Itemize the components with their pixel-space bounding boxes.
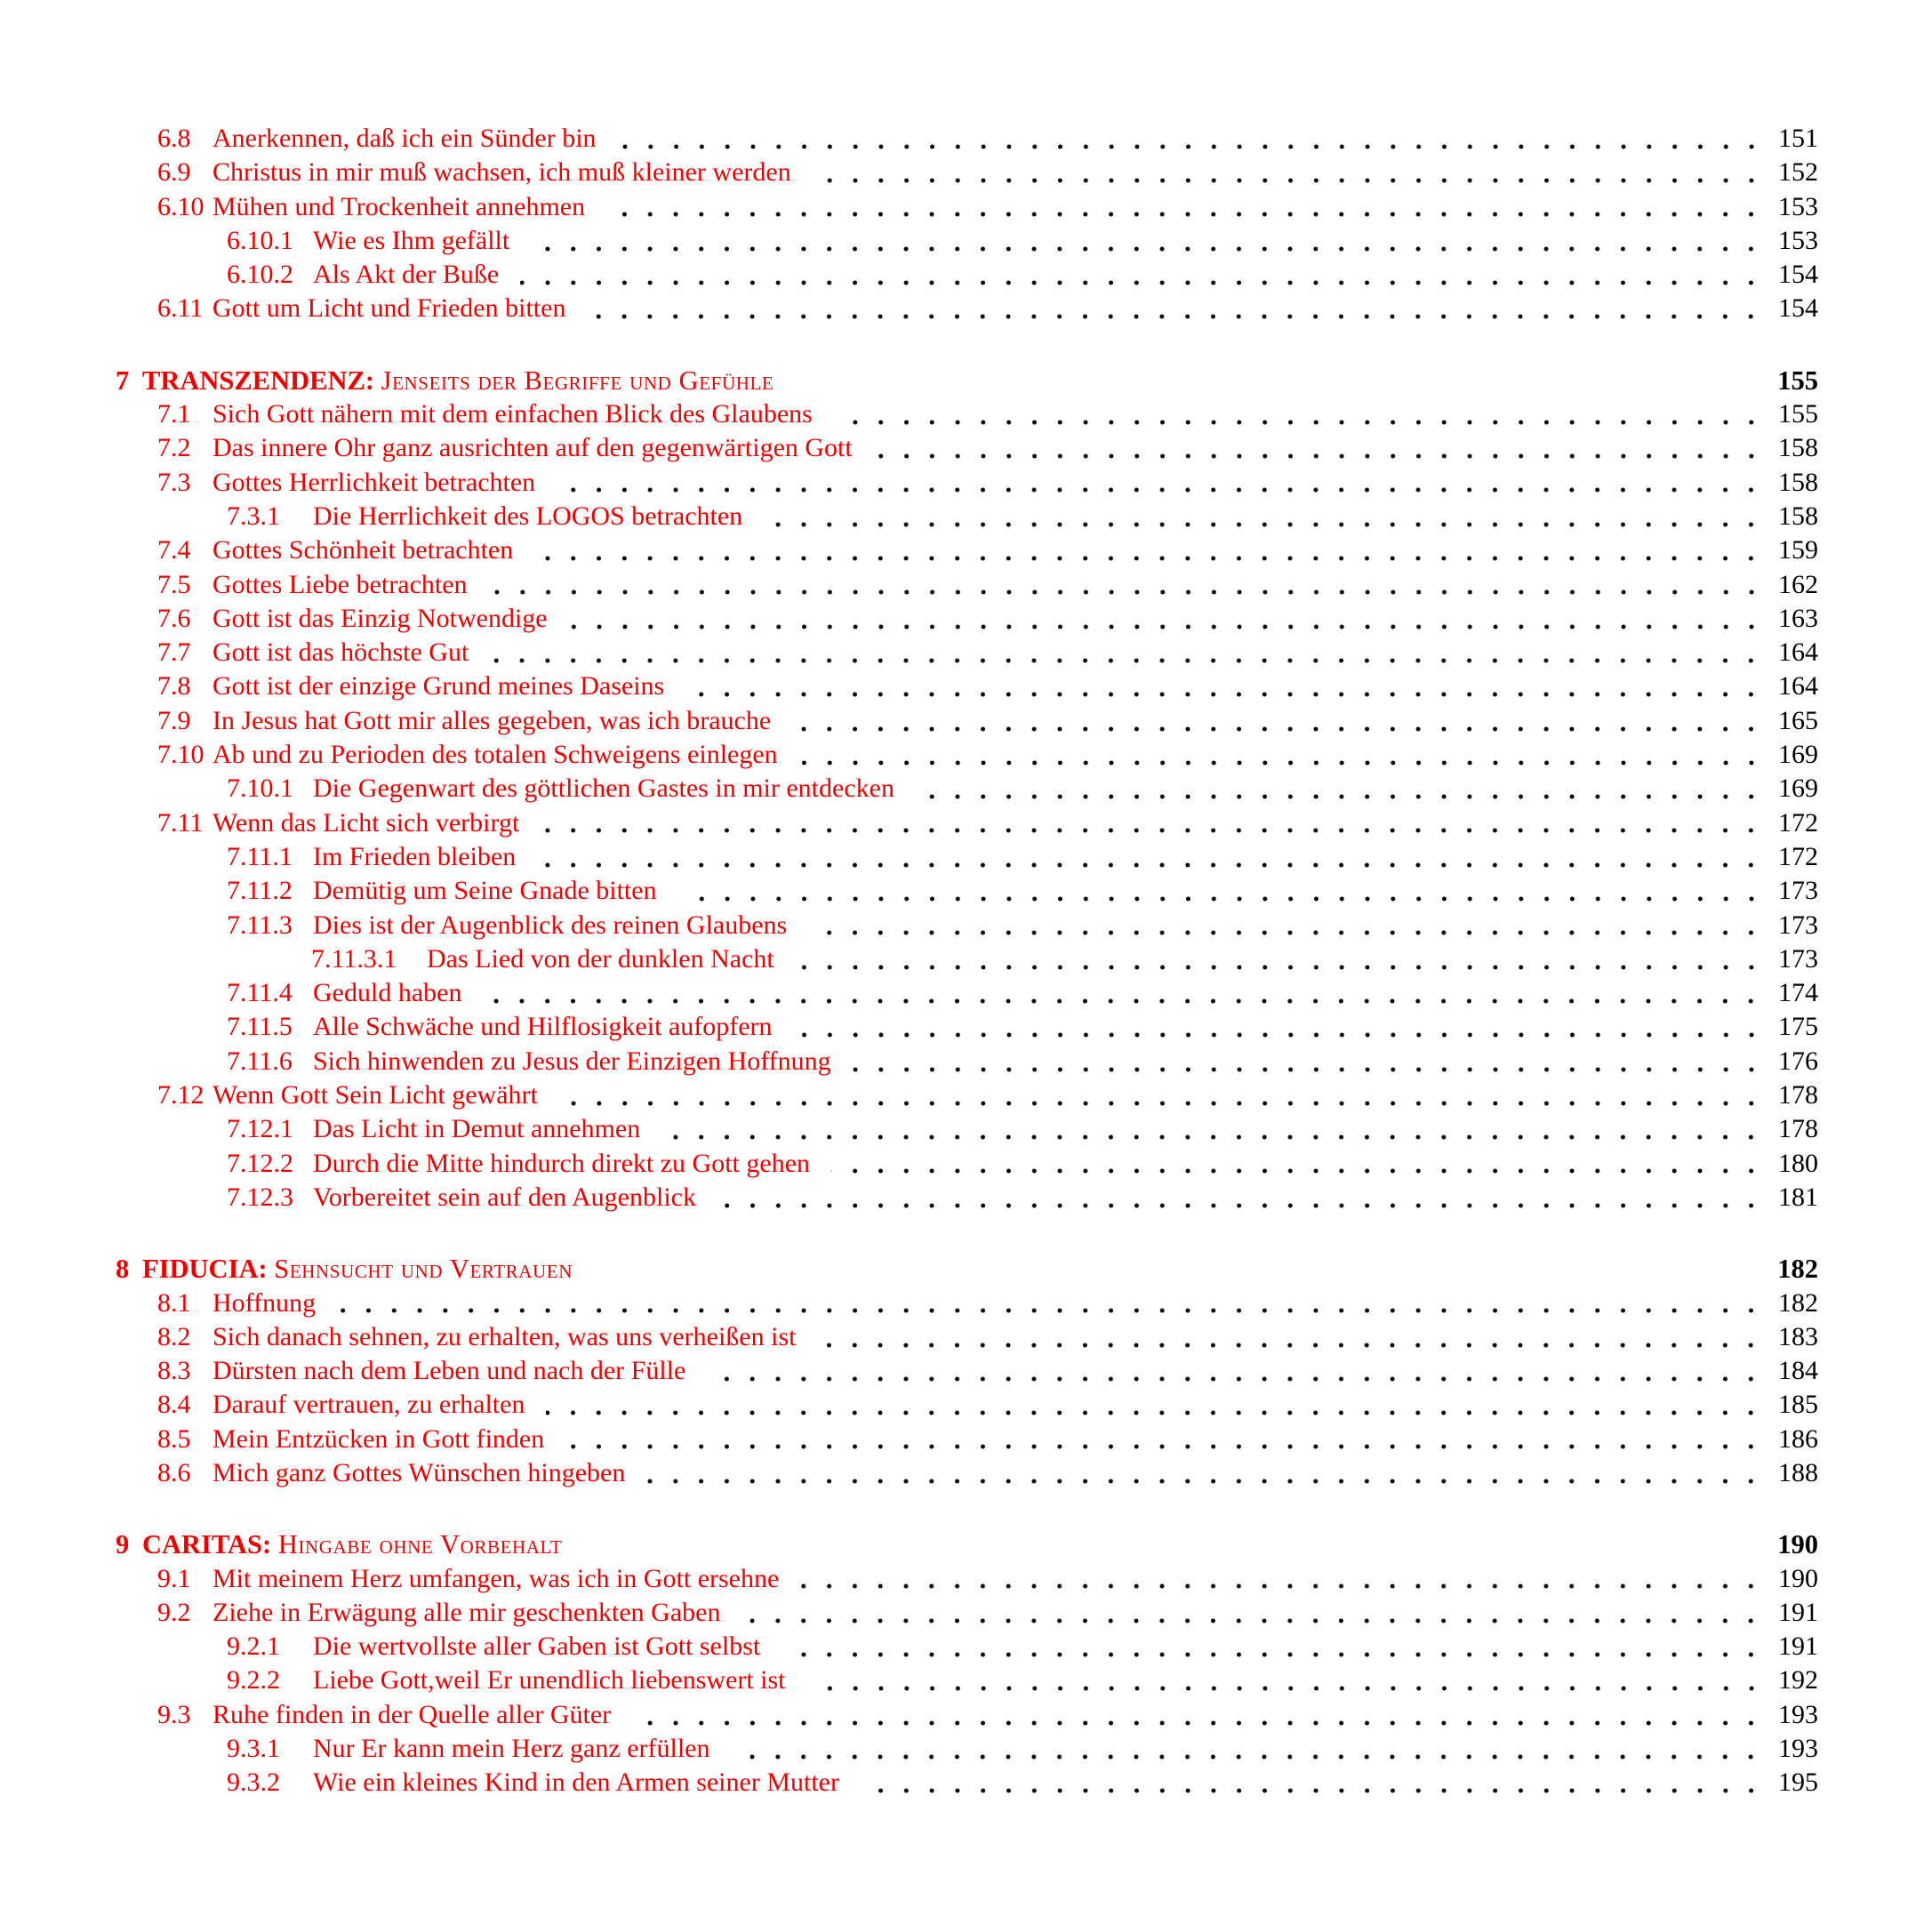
toc-entry-row [116, 806, 1818, 840]
toc-entry-title[interactable]: Gott ist der einzige Grund meines Daseins [212, 671, 665, 701]
toc-leader-dots [800, 1562, 1764, 1596]
toc-leader-dots [685, 669, 1764, 703]
toc-section-number[interactable]: 8 [116, 1254, 130, 1285]
toc-entry-title[interactable]: Dies ist der Augenblick des reinen Glaubens [313, 910, 788, 940]
toc-leader-dots [531, 224, 1764, 258]
toc-leader-dots [618, 122, 1764, 156]
toc-page-number: 193 [1778, 1734, 1818, 1764]
toc-leader-dots [817, 1320, 1764, 1354]
toc-page-number: 181 [1778, 1182, 1818, 1212]
toc-leader-dots [874, 431, 1764, 465]
toc-entry-title[interactable]: Dürsten nach dem Leben und nach der Fülle [212, 1356, 686, 1386]
toc-entry-number[interactable]: 7.6 [157, 603, 191, 633]
toc-page-number: 192 [1778, 1665, 1818, 1696]
toc-section-keyword[interactable]: CARITAS: [142, 1529, 272, 1560]
toc-entry-row [116, 431, 1818, 465]
toc-entry-row [116, 1596, 1818, 1630]
toc-entry-row [116, 669, 1818, 703]
toc-entry-title[interactable]: Das Lied von der dunklen Nacht [427, 943, 774, 974]
toc-entry-row [116, 840, 1818, 874]
toc-section-keyword[interactable]: TRANSZENDENZ: [142, 365, 374, 396]
toc-entry-number[interactable]: 7.11.3 [227, 910, 293, 940]
toc-entry-number[interactable]: 7.11 [157, 807, 204, 838]
toc-entry-row [116, 1456, 1818, 1490]
toc-section-number[interactable]: 7 [116, 365, 130, 396]
toc-page-number: 158 [1778, 501, 1818, 531]
toc-entry-number[interactable]: 7.11.6 [227, 1046, 293, 1076]
toc-leader-dots [792, 704, 1764, 738]
toc-entry-number[interactable]: 6.10 [157, 191, 204, 221]
toc-leader-dots [489, 568, 1764, 602]
toc-page-number: 183 [1778, 1321, 1818, 1351]
toc-entry-row [116, 602, 1818, 636]
toc-page-number: 180 [1778, 1148, 1818, 1178]
toc-page-number: 173 [1778, 876, 1818, 906]
toc-leader-dots [569, 602, 1764, 636]
toc-entry-row [116, 1663, 1818, 1697]
toc-entry-number[interactable]: 9.3.1 [227, 1734, 280, 1764]
toc-leader-dots [808, 909, 1764, 942]
toc-page-number: 152 [1778, 157, 1818, 188]
toc-entry-row [116, 568, 1818, 602]
toc-entry-number[interactable]: 9.3.2 [227, 1768, 280, 1798]
toc-entry-number[interactable]: 8.3 [157, 1356, 191, 1386]
toc-entry-title[interactable]: Gott ist das Einzig Notwendige [212, 603, 548, 633]
toc-entry-title[interactable]: Mich ganz Gottes Wünschen hingeben [212, 1457, 626, 1487]
toc-page-number: 162 [1778, 569, 1818, 599]
toc-entry-number[interactable]: 7.11.2 [227, 876, 293, 906]
toc-page-number: 154 [1778, 293, 1818, 324]
toc-page-number: 186 [1778, 1423, 1818, 1454]
toc-entry-title[interactable]: Gott um Licht und Frieden bitten [212, 293, 566, 324]
toc-entry-title[interactable]: Gottes Liebe betrachten [212, 569, 468, 599]
toc-section-keyword[interactable]: FIDUCIA: [142, 1254, 268, 1285]
toc-page-number: 165 [1778, 705, 1818, 735]
toc-leader-dots [537, 840, 1764, 874]
toc-page-number: 190 [1778, 1563, 1818, 1593]
toc-leader-dots [661, 1112, 1764, 1146]
toc-entry-title[interactable]: Ab und zu Perioden des totalen Schweigens einlegen [212, 740, 778, 770]
toc-entry-title[interactable]: Die Gegenwart des göttlichen Gastes in mir entdecken [313, 774, 894, 804]
toc-entry-number[interactable]: 7.8 [157, 671, 191, 701]
toc-entry-title[interactable]: Das Licht in Demut annehmen [313, 1114, 641, 1144]
toc-leader-dots [853, 1045, 1764, 1078]
toc-entry-number[interactable]: 9.3 [157, 1699, 191, 1729]
toc-leader-dots [707, 1354, 1764, 1388]
toc-entry-title[interactable]: Wenn das Licht sich verbirgt [212, 807, 520, 838]
toc-page-number: 185 [1778, 1390, 1818, 1420]
toc-entry-number[interactable]: 8.4 [157, 1390, 191, 1420]
toc-entry-number[interactable]: 9.2.1 [227, 1631, 280, 1662]
toc-leader-dots [831, 1147, 1764, 1181]
toc-section-title[interactable] [142, 364, 774, 397]
toc-page-number: 153 [1778, 191, 1818, 221]
toc-leader-dots [546, 1388, 1764, 1422]
toc-page-number: 158 [1778, 433, 1818, 463]
toc-entry-number[interactable]: 7.5 [157, 569, 191, 599]
toc-leader-dots [799, 738, 1764, 772]
toc-entry-row [116, 224, 1818, 258]
toc-page-number: 182 [1778, 1287, 1818, 1318]
toc-entry-title[interactable]: Wie es Ihm gefällt [313, 225, 510, 255]
table-of-contents [116, 122, 1818, 1800]
toc-entry-row [116, 1181, 1818, 1215]
toc-page-number: 163 [1778, 603, 1818, 633]
toc-entry-number[interactable]: 7.1 [157, 399, 191, 429]
toc-entry-number[interactable]: 7.11.5 [227, 1012, 293, 1042]
toc-entry-row [116, 1010, 1818, 1044]
toc-page-number: 154 [1778, 260, 1818, 290]
toc-entry-row [116, 1354, 1818, 1388]
toc-page-number: 164 [1778, 637, 1818, 668]
toc-entry-number[interactable]: 7.12.1 [227, 1114, 293, 1144]
toc-leader-dots [731, 1732, 1764, 1766]
toc-section-number[interactable]: 9 [116, 1529, 130, 1560]
toc-entry-row [116, 1112, 1818, 1146]
toc-page-number: 175 [1778, 1012, 1818, 1042]
toc-entry-number[interactable]: 7.11.4 [227, 978, 293, 1008]
toc-entry-title[interactable]: Vorbereitet sein auf den Augenblick [313, 1182, 696, 1212]
toc-leader-dots [794, 1010, 1764, 1044]
toc-entry-title[interactable]: Wie ein kleines Kind in den Armen seiner Mutter [313, 1768, 839, 1798]
toc-entry-row [116, 1562, 1818, 1596]
toc-entry-title[interactable]: Sich danach sehnen, zu erhalten, was uns verheißen ist [212, 1321, 797, 1351]
toc-entry-number[interactable]: 6.10.2 [227, 260, 293, 290]
toc-entry-number[interactable]: 7.11.3.1 [311, 943, 397, 974]
toc-page-number: 190 [1777, 1529, 1818, 1560]
toc-entry-title[interactable]: Sich Gott nähern mit dem einfachen Blick des Glaubens [212, 399, 813, 429]
toc-entry-title[interactable]: Darauf vertrauen, zu erhalten [212, 1390, 525, 1420]
toc-leader-dots [807, 1663, 1764, 1697]
toc-leader-dots [795, 364, 1763, 397]
toc-entry-row [116, 1388, 1818, 1422]
toc-entry-row [116, 1698, 1818, 1732]
toc-entry-number[interactable]: 6.10.1 [227, 225, 293, 255]
toc-leader-dots [796, 942, 1764, 976]
toc-entry-row [116, 1078, 1818, 1112]
toc-entry-row [116, 466, 1818, 500]
toc-entry-number[interactable]: 7.4 [157, 535, 191, 565]
toc-leader-dots [861, 1766, 1764, 1800]
toc-entry-title[interactable]: Anerkennen, daß ich ein Sünder bin [212, 124, 597, 153]
toc-entry-number[interactable]: 7.10.1 [227, 774, 293, 804]
toc-entry-title[interactable]: Mit meinem Herz umfangen, was ich in Gott ersehne [212, 1563, 780, 1593]
toc-entry-number[interactable]: 6.9 [157, 157, 191, 188]
toc-section-header-row [116, 1527, 1818, 1561]
toc-leader-dots [813, 156, 1764, 189]
toc-page-number: 151 [1778, 124, 1818, 153]
toc-section-subtitle[interactable]: Jenseits der Begriffe und Gefühle [381, 365, 774, 396]
toc-entry-row [116, 874, 1818, 908]
toc-entry-number[interactable]: 6.8 [157, 124, 191, 153]
toc-entry-title[interactable]: Das innere Ohr ganz ausrichten auf den gegenwärtigen Gott [212, 433, 853, 463]
toc-entry-row [116, 500, 1818, 533]
toc-section-header-row [116, 1252, 1818, 1286]
toc-leader-dots [587, 292, 1764, 325]
toc-section-header-row [116, 364, 1818, 397]
toc-entry-number[interactable]: 9.2 [157, 1597, 191, 1627]
toc-entry-number[interactable]: 9.2.2 [227, 1665, 280, 1696]
toc-page-number: 172 [1778, 841, 1818, 871]
toc-entry-title[interactable]: Liebe Gott,weil Er unendlich liebenswert ist [313, 1665, 786, 1696]
toc-section-subtitle[interactable]: Sehnsucht und Vertrauen [274, 1254, 573, 1285]
toc-entry-row [116, 636, 1818, 669]
toc-entry-title[interactable]: Gott ist das höchste Gut [212, 637, 469, 668]
toc-entry-row [116, 1732, 1818, 1766]
toc-entry-number[interactable]: 7.12.3 [227, 1182, 293, 1212]
toc-page-number: 174 [1778, 978, 1818, 1008]
toc-entry-row [116, 533, 1818, 567]
toc-entry-row [116, 1630, 1818, 1663]
toc-entry-title[interactable]: Geduld haben [313, 978, 462, 1008]
toc-entry-title[interactable]: Mein Entzücken in Gott finden [212, 1423, 545, 1454]
toc-page-number: 176 [1778, 1046, 1818, 1076]
toc-entry-title[interactable]: Durch die Mitte hindurch direkt zu Gott gehen [313, 1148, 811, 1178]
toc-page-number: 178 [1778, 1080, 1818, 1110]
toc-entry-title[interactable]: Die wertvollste aller Gaben ist Gott selbst [313, 1631, 761, 1662]
toc-page-number: 191 [1778, 1597, 1818, 1627]
toc-entry-row [116, 1766, 1818, 1800]
toc-page-number: 173 [1778, 910, 1818, 940]
toc-entry-title[interactable]: Alle Schwäche und Hilflosigkeit aufopfern [313, 1012, 773, 1042]
toc-entry-row [116, 772, 1818, 806]
toc-entry-row [116, 1045, 1818, 1078]
toc-entry-number[interactable]: 7.2 [157, 433, 191, 463]
toc-leader-dots [834, 397, 1764, 431]
toc-leader-dots [916, 772, 1764, 806]
toc-leader-dots [594, 1252, 1763, 1286]
toc-entry-title[interactable]: Nur Er kann mein Herz ganz erfüllen [313, 1734, 710, 1764]
toc-entry-number[interactable]: 8.6 [157, 1457, 191, 1487]
toc-entry-title[interactable]: Ruhe finden in der Quelle aller Güter [212, 1699, 612, 1729]
toc-entry-title[interactable]: In Jesus hat Gott mir alles gegeben, was ich brauche [212, 705, 772, 735]
toc-entry-title[interactable]: Mühen und Trockenheit annehmen [212, 191, 586, 221]
toc-entry-row [116, 704, 1818, 738]
toc-section-subtitle[interactable]: Hingabe ohne Vorbehalt [277, 1529, 563, 1560]
toc-entry-row [116, 397, 1818, 431]
toc-entry-title[interactable]: Wenn Gott Sein Licht gewährt [212, 1080, 538, 1110]
toc-leader-dots [337, 1287, 1764, 1320]
toc-leader-dots [764, 500, 1764, 533]
toc-leader-dots [520, 258, 1764, 292]
toc-leader-dots [583, 1527, 1763, 1561]
toc-entry-number[interactable]: 7.7 [157, 637, 191, 668]
toc-page-number: 188 [1778, 1457, 1818, 1487]
toc-entry-number[interactable]: 7.9 [157, 705, 191, 735]
toc-entry-row [116, 909, 1818, 942]
toc-page-number: 164 [1778, 671, 1818, 701]
toc-page-number: 153 [1778, 225, 1818, 255]
toc-section-title[interactable] [142, 1252, 573, 1286]
toc-entry-row [116, 258, 1818, 292]
toc-leader-dots [632, 1698, 1764, 1732]
toc-leader-dots [782, 1630, 1764, 1663]
toc-entry-row [116, 292, 1818, 325]
toc-leader-dots [559, 1078, 1764, 1112]
toc-entry-row [116, 1320, 1818, 1354]
toc-entry-number[interactable]: 6.11 [157, 293, 204, 324]
toc-entry-number[interactable]: 7.3.1 [227, 501, 280, 531]
toc-leader-dots [490, 636, 1764, 669]
toc-entry-number[interactable]: 8.1 [157, 1287, 191, 1318]
toc-leader-dots [742, 1596, 1764, 1630]
toc-leader-dots [717, 1181, 1764, 1215]
toc-entry-title[interactable]: Sich hinwenden zu Jesus der Einzigen Hoffnung [313, 1046, 831, 1076]
toc-leader-dots [557, 466, 1764, 500]
toc-leader-dots [565, 1423, 1764, 1456]
toc-entry-row [116, 942, 1818, 976]
toc-page-number: 155 [1777, 365, 1818, 396]
toc-entry-row [116, 1287, 1818, 1320]
toc-entry-row [116, 1147, 1818, 1181]
toc-page-number: 159 [1778, 535, 1818, 565]
toc-entry-number[interactable]: 7.12.2 [227, 1148, 293, 1178]
toc-page-number: 182 [1777, 1254, 1818, 1285]
toc-page-number: 155 [1778, 399, 1818, 429]
toc-page-number: 158 [1778, 467, 1818, 497]
toc-leader-dots [483, 976, 1764, 1010]
toc-entry-number[interactable]: 7.11.1 [227, 841, 293, 871]
toc-entry-number[interactable]: 8.5 [157, 1423, 191, 1454]
toc-entry-title[interactable]: Als Akt der Buße [313, 260, 500, 290]
toc-entry-number[interactable]: 7.3 [157, 467, 191, 497]
toc-entry-row [116, 190, 1818, 224]
toc-page-number: 169 [1778, 774, 1818, 804]
toc-entry-title[interactable]: Hoffnung [212, 1287, 317, 1318]
toc-section-title[interactable] [142, 1527, 562, 1561]
toc-entry-title[interactable]: Im Frieden bleiben [313, 841, 517, 871]
toc-page-number: 178 [1778, 1114, 1818, 1144]
toc-page-number: 195 [1778, 1768, 1818, 1798]
toc-page-number: 184 [1778, 1356, 1818, 1386]
toc-entry-row [116, 1423, 1818, 1456]
toc-entry-row [116, 122, 1818, 156]
toc-entry-title[interactable]: Christus in mir muß wachsen, ich muß kleiner werden [212, 157, 791, 188]
toc-entry-title[interactable]: Gottes Herrlichkeit betrachten [212, 467, 536, 497]
toc-page-number: 169 [1778, 740, 1818, 770]
toc-entry-number[interactable]: 9.1 [157, 1563, 191, 1593]
toc-entry-number[interactable]: 7.10 [157, 740, 204, 770]
toc-entry-row [116, 156, 1818, 189]
toc-page-number: 173 [1778, 943, 1818, 974]
toc-entry-row [116, 976, 1818, 1010]
toc-leader-dots [678, 874, 1764, 908]
toc-entry-title[interactable]: Die Herrlichkeit des LOGOS betrachten [313, 501, 743, 531]
toc-page-number: 172 [1778, 807, 1818, 838]
toc-entry-title[interactable]: Demütig um Seine Gnade bitten [313, 876, 657, 906]
toc-entry-number[interactable]: 8.2 [157, 1321, 191, 1351]
toc-entry-row [116, 738, 1818, 772]
toc-leader-dots [534, 533, 1764, 567]
toc-page-number: 191 [1778, 1631, 1818, 1662]
toc-entry-title[interactable]: Gottes Schönheit betrachten [212, 535, 514, 565]
toc-leader-dots [541, 806, 1764, 840]
toc-leader-dots [606, 190, 1764, 224]
toc-page-number: 193 [1778, 1699, 1818, 1729]
toc-entry-title[interactable]: Ziehe in Erwägung alle mir geschenkten Gaben [212, 1597, 721, 1627]
toc-leader-dots [646, 1456, 1764, 1490]
toc-entry-number[interactable]: 7.12 [157, 1080, 204, 1110]
